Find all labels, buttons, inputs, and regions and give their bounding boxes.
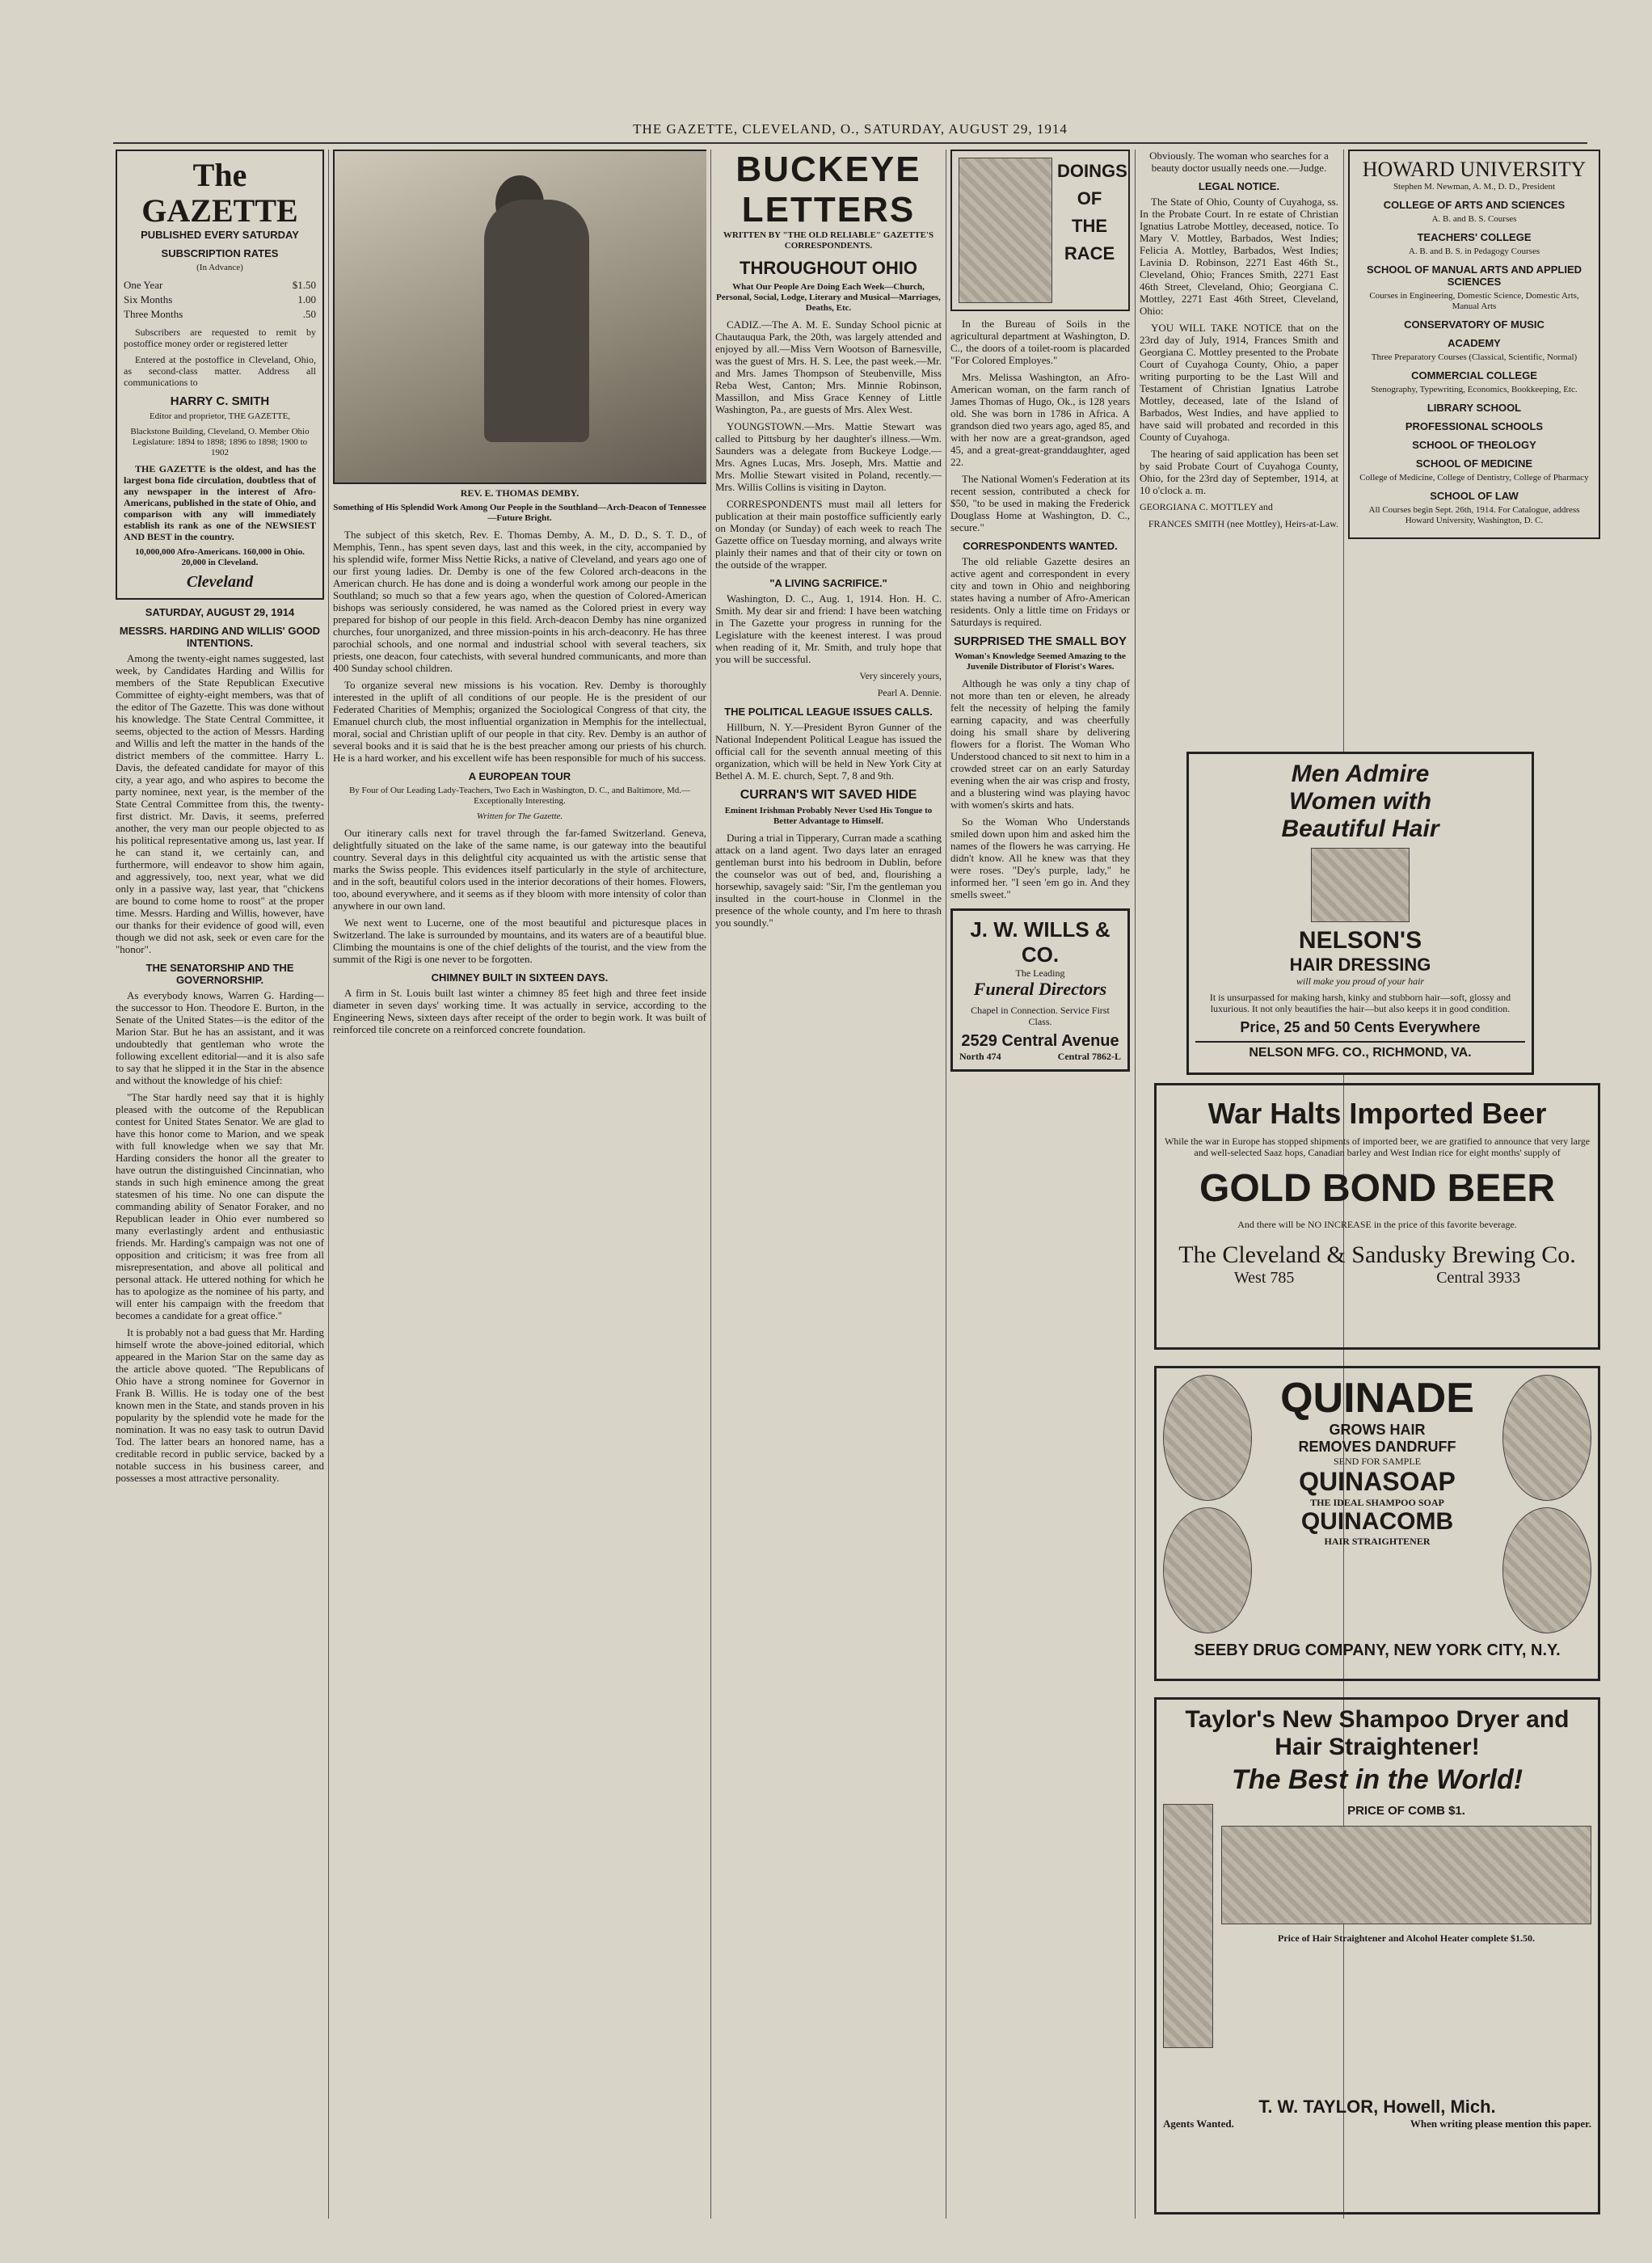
rate-price: .50 <box>302 308 316 320</box>
university-footer: All Courses begin Sept. 26th, 1914. For Catalogue, address Howard University, Washington, D. C. <box>1368 505 1580 525</box>
article-paragraph: The National Women's Federation at its recent session, contributed a check for $50, "to be used in making the Frederick Douglass Home at Washington, D. C., secure." <box>950 473 1130 533</box>
table-row <box>124 278 316 293</box>
taylor-agents: Agents Wanted. <box>1163 2118 1234 2130</box>
rate-label: Six Months <box>124 293 173 306</box>
remit-note: Subscribers are requested to remit by postoffice money order or registered letter <box>124 327 316 349</box>
portrait-illustration <box>1502 1507 1591 1633</box>
wills-phone: Central 7862-L <box>1057 1051 1121 1062</box>
article-paragraph: YOUNGSTOWN.—Mrs. Mattie Stewart was called to Pittsburg by her daughter's illness.—Wm. Saunders was a delegate from Buckeye Lodge.—Mrs. Agnes Lucas, Mrs. Joseph, Mrs. Mattie and Mrs. Mollie Stewart visited in Poland, recently.—Mrs. Willis Collins is visiting in Dayton. <box>715 420 942 493</box>
portrait-illustration <box>1163 1507 1252 1633</box>
university-name: HOWARD UNIVERSITY <box>1362 158 1587 181</box>
headline-small-boy: SURPRISED THE SMALL BOY <box>954 634 1127 648</box>
article-paragraph: CORRESPONDENTS must mail all letters for publication at their main postoffice sufficiently early on Monday (or Sunday) of each week to reach The Gazette office on Tuesday morning, and always write plainly their names and that of their city or town on the outside of the wrapper. <box>715 498 942 571</box>
doings-box <box>950 150 1130 311</box>
legal-paragraph: YOU WILL TAKE NOTICE that on the 23rd day of July, 1914, Frances Smith and Georgiana C. Mottley presented to the Probate Court of Cuyahoga County, Ohio, a paper writing purporting to be the Last Will and Testament of Christian Ignatius Latrobe Mottley, deceased, late of the Island of Barbados, West Indies, and have applied to have said will probated and recorded in this County of Cuyahoga. <box>1140 322 1338 443</box>
throughout-ohio: THROUGHOUT OHIO <box>740 258 917 278</box>
quinade-center <box>1258 1375 1496 1633</box>
nelson-portrait <box>1311 848 1410 922</box>
headline-legal-notice: LEGAL NOTICE. <box>1198 180 1280 192</box>
article-paragraph: As everybody knows, Warren G. Harding—the successor to Hon. Theodore E. Burton, in the Senate of the United States—is the editor of the Marion Star. But he has an assistant, and it was undoubtedly that gentleman who wrote the following excellent editorial—and it is also safe to say that he slipped it in the Star in the absence and without the knowledge of his chief: <box>116 989 324 1086</box>
nelson-mfg: NELSON MFG. CO., RICHMOND, VA. <box>1195 1041 1525 1060</box>
quinade-line: SEND FOR SAMPLE <box>1333 1456 1422 1467</box>
headline-harding-willis: MESSRS. HARDING AND WILLIS' GOOD INTENTIONS. <box>119 625 321 649</box>
cleveland-seal: Cleveland <box>186 573 254 591</box>
comb-illustration <box>1221 1826 1591 1924</box>
quinade-line: REMOVES DANDRUFF <box>1298 1439 1456 1455</box>
headline-chimney: CHIMNEY BUILT IN SIXTEEN DAYS. <box>431 971 609 984</box>
quinade-company: SEEBY DRUG COMPANY, NEW YORK CITY, N.Y. <box>1194 1641 1561 1659</box>
article-paragraph: To organize several new missions is his vocation. Rev. Demby is thoroughly interested in the uplift of all conditions of our people. He is the president of our Federated Charities of Memphis; organized the Sociological Congress of that city, the Emanuel church club, the most influential organization in Memphis for the intellectual, moral, social and Christian uplift of our people in that city. Rev. Demby is an author of several books and it is said that he is the best preacher among our priests of his church. He is a hard worker, and his excellent wife has been responsible for much of his success. <box>333 679 706 764</box>
nelson-product: HAIR DRESSING <box>1289 955 1431 975</box>
legal-signature: GEORGIANA C. MOTTLEY and <box>1140 501 1273 512</box>
column-3 <box>715 150 942 2219</box>
article-paragraph: During a trial in Tipperary, Curran made a scathing attack on a land agent. Two days later an enraged gentleman burst into his bedroom in Dublin, before the counselor was out of bed, and, flourishing a horsewhip, savagely said: "Sir, I'm the gentleman you insulted in the court-house in Clonmel in the presence of the whole county, and I'm here to thrash you soundly." <box>715 832 942 929</box>
subhead-european-tour: By Four of Our Leading Lady-Teachers, Two Each in Washington, D. C., and Baltimore, Md.—Exceptionally Interesting. <box>348 786 691 806</box>
beer-name: GOLD BOND BEER <box>1199 1167 1555 1210</box>
taylor-footer <box>1163 2118 1591 2130</box>
published-line: PUBLISHED EVERY SATURDAY <box>141 229 299 241</box>
rates-table <box>124 278 316 322</box>
wills-address: 2529 Central Avenue <box>961 1032 1119 1050</box>
legal-paragraph: The hearing of said application has been set by said Probate Court of Cuyahoga County, Ohio, for the 23rd day of September, 1914, at 10 o'clock a. m. <box>1140 448 1338 496</box>
article-paragraph: Our itinerary calls next for travel through the far-famed Switzerland. Geneva, delightfully situated on the lake of the same name, is our gateway into the beautiful country. Several days in this delightful city acquainted us with the artistic sense that marks the Swiss people. This evidences itself particularly in the style of architecture, and in the soft, beautiful colors used in the interior decorations of their homes. Flowers, too, abound everywhere, and it seems as if they bloom with more intensity of color than anywhere in our own land. <box>333 827 706 912</box>
university-dept: College of Medicine, College of Dentistry, College of Pharmacy <box>1359 473 1589 483</box>
university-dept: SCHOOL OF MEDICINE <box>1415 457 1533 470</box>
subhead-curran: Eminent Irishman Probably Never Used His Tongue to Better Advantage to Himself. <box>724 806 933 826</box>
buckeye-byline: WRITTEN BY "THE OLD RELIABLE" GAZETTE'S CORRESPONDENTS. <box>723 230 934 251</box>
headline-curran: CURRAN'S WIT SAVED HIDE <box>740 788 917 802</box>
taylor-headline: Taylor's New Shampoo Dryer and Hair Straightener! <box>1185 1706 1570 1760</box>
table-row <box>124 293 316 307</box>
photo-caption: REV. E. THOMAS DEMBY. <box>460 487 579 499</box>
beer-text2: And there will be NO INCREASE in the price of this favorite beverage. <box>1237 1219 1517 1230</box>
university-dept: COLLEGE OF ARTS AND SCIENCES <box>1383 199 1566 211</box>
taylor-right <box>1221 1804 1591 2048</box>
taylor-subhead: The Best in the World! <box>1231 1764 1523 1795</box>
howard-university-ad <box>1348 150 1600 539</box>
wills-funeral-ad <box>950 908 1130 1072</box>
portrait-figure <box>484 200 589 442</box>
portrait-illustration <box>1502 1375 1591 1501</box>
taylor-heater-price: Price of Hair Straightener and Alcohol Heater complete $1.50. <box>1278 1932 1535 1944</box>
quinacomb-name: QUINACOMB <box>1300 1508 1454 1535</box>
subhead-small-boy: Woman's Knowledge Seemed Amazing to the Juvenile Distributor of Florist's Wares. <box>955 651 1126 672</box>
column-4 <box>950 150 1130 2219</box>
article-paragraph: A firm in St. Louis built last winter a chimney 85 feet high and three feet inside diameter in seven days' working time. It was actually in service, according to the Engineering News, sixteen days after receipt of the order to begin work. It was built of reinforced tile concrete on a reinforced concrete foundation. <box>333 987 706 1035</box>
university-dept: COMMERCIAL COLLEGE <box>1411 369 1537 381</box>
quinacomb-desc: HAIR STRAIGHTENER <box>1324 1536 1431 1547</box>
beer-headline: War Halts Imported Beer <box>1207 1097 1547 1130</box>
university-dept: A. B. and B. S. in Pedagogy Courses <box>1408 247 1540 256</box>
written-for: Written for The Gazette. <box>476 811 563 821</box>
rates-sub: (In Advance) <box>196 263 243 272</box>
taylor-mention: When writing please mention this paper. <box>1410 2118 1591 2130</box>
taylor-name: T. W. TAYLOR, Howell, Mich. <box>1258 2097 1496 2117</box>
university-dept: TEACHERS' COLLEGE <box>1417 231 1532 243</box>
cartoon-illustration <box>959 158 1052 303</box>
masthead: The GAZETTE <box>141 157 298 229</box>
beer-text: While the war in Europe has stopped shipments of imported beer, we are gratified to announce that very large and well-selected Saaz hops, Canadian barley and West Indian rice for eight months' supply of <box>1164 1136 1591 1158</box>
column-rule <box>328 150 329 2219</box>
taylor-comb-price: PRICE OF COMB $1. <box>1347 1804 1465 1818</box>
gold-bond-beer-ad <box>1154 1083 1600 1350</box>
university-dept: Three Preparatory Courses (Classical, Scientific, Normal) <box>1371 352 1578 362</box>
quinade-name: QUINADE <box>1280 1375 1474 1422</box>
filler-item: Obviously. The woman who searches for a beauty doctor usually needs one.—Judge. <box>1149 150 1329 174</box>
portrait-photo <box>333 150 706 484</box>
quinasoap-desc: THE IDEAL SHAMPOO SOAP <box>1310 1497 1444 1508</box>
photo-subcaption: Something of His Splendid Work Among Our People in the Southland—Arch-Deacon of Tennessee—Future Bright. <box>333 503 706 523</box>
beer-phones <box>1163 1269 1591 1287</box>
doings-title: DOINGS OF THE RACE <box>1057 161 1127 263</box>
taylor-ad <box>1154 1697 1600 2215</box>
university-dept: SCHOOL OF THEOLOGY <box>1412 439 1536 451</box>
nelson-price: Price, 25 and 50 Cents Everywhere <box>1240 1019 1481 1035</box>
taylor-body <box>1163 1804 1591 2048</box>
rate-price: $1.50 <box>292 279 316 291</box>
wills-chapel: Chapel in Connection. Service First Class. <box>971 1005 1110 1027</box>
nelson-ad <box>1186 752 1534 1075</box>
university-dept: A. B. and B. S. Courses <box>1431 214 1517 224</box>
article-paragraph: Washington, D. C., Aug. 1, 1914. Hon. H. C. Smith. My dear sir and friend: I have been watching in The Gazette your progress in running for the Legislature with the keenest interest. I was proud when reading of it, Mr. Smith, and truly hope that you will be successful. <box>715 592 942 665</box>
article-paragraph: CADIZ.—The A. M. E. Sunday School picnic at Chautauqua Park, the 20th, was largely attended and enjoyed by all.—Miss Vern Wootson of Barnesville, was the guest of Mrs. H. S. Lee, the past week.—Mr. and Mrs. James Thompson of Steubenville, Miss Reba West, Canton; Mrs. Minnie Robinson, Massillon, and Miss Grace Kenney of Little Washington, Pa., are guests of Mrs. Alex West. <box>715 318 942 415</box>
editor-title: Editor and proprietor, THE GAZETTE, <box>149 411 291 421</box>
portrait-illustration <box>1163 1375 1252 1501</box>
article-paragraph: So the Woman Who Understands smiled down upon him and asked him the names of the flowers he was carrying. He didn't know. All he knew was that they were roses. "Dey's purple, lady," he informed her. "I seen 'em go in. And they smells sweet." <box>950 815 1130 900</box>
running-head: THE GAZETTE, CLEVELAND, O., SATURDAY, AUGUST 29, 1914 <box>113 121 1587 144</box>
article-paragraph: "The Star hardly need say that it is highly pleased with the outcome of the Republican contest for United States Senator. We are glad to have this honor come to Marion, and we speak with full knowledge when we say that Mr. Harding considers the honor all the greater to have outrun the distinguished Cincinnatian, who stands in such high eminence among the great statesmen of his time. No one can dispute the commanding ability of Senator Foraker, and no Republican leader in Ohio ever numbered so many everlastingly ardent and enthusiastic friends. Mr. Harding's campaign was not one of opposition and criticism; it was free from all misrepresentation, and above all political and personal attack. He uttered nothing for which he has to apologize as the nominee of his party, and will enter his campaign with the freedom that becomes a candidate for a great office." <box>116 1091 324 1321</box>
university-dept: Courses in Engineering, Domestic Science, Domestic Arts, Manual Arts <box>1369 291 1579 311</box>
legal-paragraph: The State of Ohio, County of Cuyahoga, ss. In the Probate Court. In re estate of Christian Ignatius Latrobe Mottley, deceased, notice. To Mary V. Mottley, Barbados, West Indies; Felicia A. Mottley, Barbados, West Indies; Lavinia D. Robinson, 2271 East 46th St., Cleveland, Ohio; Frances Smith, 2271 East 46th Street, Cleveland, Ohio; Georgiana C. Mottley, 2271 East 46th Street, Cleveland, Ohio: <box>1140 196 1338 317</box>
article-paragraph: Although he was only a tiny chap of not more than ten or eleven, he already felt the necessity of helping the family earning capacity, and was cheerfully doing his small share by delivering flowers for a florist. The Woman Who Understood chanced to sit next to him in a crowded street car on an early Saturday evening when the air was crisp and frosty, and a blustering wind was playing havoc with women's skirts and hats. <box>950 677 1130 811</box>
editor-name: HARRY C. SMITH <box>170 394 270 408</box>
legal-signature: FRANCES SMITH (nee Mottley), Heirs-at-Law. <box>1148 518 1338 529</box>
article-paragraph: In the Bureau of Soils in the agricultural department at Washington, D. C., the doors of a toilet-room is placarded "For Colored Employes." <box>950 318 1130 366</box>
article-paragraph: Mrs. Melissa Washington, an Afro-American woman, on the farm ranch of James Thomas of Hugo, Ok., is 128 years old. She was born in 1786 in Africa. A grandson died two years ago, aged 85, and with her now are a great-grandson, aged 45, and a great-great-granddaughter, aged 22. <box>950 371 1130 468</box>
population-note: 10,000,000 Afro-Americans. 160,000 in Ohio. 20,000 in Cleveland. <box>135 547 305 567</box>
beer-phone: West 785 <box>1233 1269 1295 1287</box>
headline-living-sacrifice: "A LIVING SACRIFICE." <box>769 577 887 589</box>
column-1 <box>116 150 324 2219</box>
university-dept: PROFESSIONAL SCHOOLS <box>1405 420 1544 432</box>
rate-price: 1.00 <box>297 293 316 306</box>
column-rule <box>710 150 711 2219</box>
wills-name: J. W. WILLS & CO. <box>970 917 1110 967</box>
circulation-claim: THE GAZETTE is the oldest, and has the largest bona fide circulation, doubtless that of any newspaper in the interest of Afro-Americans, published in the state of Ohio, and comparison with any will immediately establish its rank as one of the NEWSIEST AND BEST in the country. <box>124 463 316 542</box>
university-dept: SCHOOL OF LAW <box>1430 490 1519 502</box>
article-paragraph: The subject of this sketch, Rev. E. Thomas Demby, A. M., D. D., S. T. D., of Memphis, Tenn., has spent seven days, last and this week, in the city, accompanied by his splendid wife, former Miss Nettie Ricks, a native of Cleveland, and years ago one of our first young ladies. Dr. Demby is one of the few Colored arch-deacons in the American church. He has done and is doing a wonderful work among our people in the Southland; so much so that a few years ago, when the question of Colored-American bishops was seriously considered, he was named as the Colored priest in every way prepared for bishop of our people in this field. Arch-deacon Demby has nine organized churches, four unorganized, and three mission-points in his arch-deaconry. He has three parochial schools, and one normal and industrial school with several teachers, six priests, one deacon, four catechists, with several hundred communicants, and more than 400 Sunday school children. <box>333 529 706 674</box>
entered-note: Entered at the postoffice in Cleveland, Ohio, as second-class matter. Address all communications to <box>124 354 316 388</box>
headline-european-tour: A EUROPEAN TOUR <box>468 770 571 782</box>
nelson-description: It is unsurpassed for making harsh, kinky and stubborn hair—soft, glossy and luxurious. It not only beautifies the hair—but also keeps it in good condition. <box>1209 992 1511 1014</box>
column-6 <box>1348 150 1600 731</box>
article-paragraph: Among the twenty-eight names suggested, last week, by Candidates Harding and Willis for members of the State Republican Executive Committee of eighty-eight members, was that of the editor of The Gazette. This was done without his knowledge. The State Central Committee, it seems, objected to the action of Messrs. Harding and Willis and left the matter in the hands of the district members of the committee. Harry L. Davis, the defeated candidate for mayor of this city, a year ago, and who aspires to become the party nominee, next year, is the member of the State Central Committee from this, the twenty-first district. Mr. Davis, it seems, preferred another, the very man our people objected to as his political representative among us, last year. If he can stand it, we certainly can, and furthermore, will endeavor to show him again, and aggressively, too, next year, what we did only in a passive way, last year, that "chickens are bound to come home to roost" at the proper time. Messrs. Harding and Willis, however, have our thanks for their evidence of good will, even though we did not ask, seek or even care for the "honor". <box>116 652 324 955</box>
headline-political-league: THE POLITICAL LEAGUE ISSUES CALLS. <box>724 706 933 718</box>
quinade-portraits-left <box>1163 1375 1252 1633</box>
article-paragraph: The old reliable Gazette desires an active agent and correspondent in every city and town in Ohio and neighboring states having a number of Afro-American residents. Only a little time on Fridays or Saturdays is required. <box>950 555 1130 628</box>
university-president: Stephen M. Newman, A. M., D. D., President <box>1393 182 1556 192</box>
article-paragraph: It is probably not a bad guess that Mr. Harding himself wrote the above-joined editorial, which appeared in the Marion Star on the same day as the article above quoted. "The Republicans of Ohio have a strong nominee for Governor in Frank B. Willis. He is today one of the best known men in the State, and stands proven in his popularity by the splendid vote he made for the nomination. It was no easy task to outrun David Tod. The latter bears an honored name, has a creditable record in public service, backed by a notable success in his business career, and possesses a most attractive personality. <box>116 1326 324 1484</box>
column-rule <box>1135 150 1136 2219</box>
wills-phones <box>959 1051 1121 1063</box>
article-paragraph: We next went to Lucerne, one of the most beautiful and picturesque places in Switzerland. The lake is surrounded by mountains, and its waters are of a beautiful blue. Climbing the mountains is one of the chief delights of the tourist, and the view from the summit of the Rigi is one never to be forgotten. <box>333 917 706 965</box>
nelson-name: NELSON'S <box>1298 927 1422 954</box>
dateline: SATURDAY, AUGUST 29, 1914 <box>145 606 295 618</box>
editor-address: Blackstone Building, Cleveland, O. Member Ohio Legislature: 1894 to 1898; 1896 to 1898; 1900 to 1902 <box>130 427 310 457</box>
nelson-headline: Men Admire Women with Beautiful Hair <box>1281 761 1439 842</box>
masthead-box <box>116 150 324 600</box>
nelson-tagline: will make you proud of your hair <box>1296 976 1425 987</box>
article-paragraph: Hillburn, N. Y.—President Byron Gunner of the National Independent Political League has issued the official call for the seventh annual meeting of this organization, which will be held in New York City at Bethel A. M. E. church, Sept. 7, 8 and 9th. <box>715 721 942 782</box>
heater-illustration <box>1163 1804 1213 2048</box>
wills-service: Funeral Directors <box>973 979 1107 999</box>
wills-phone: North 474 <box>959 1051 1001 1062</box>
quinade-ad <box>1154 1366 1600 1681</box>
quinade-body <box>1163 1375 1591 1633</box>
university-dept: Stenography, Typewriting, Economics, Bookkeeping, Etc. <box>1371 385 1578 394</box>
buckeye-letters-title: BUCKEYE LETTERS <box>735 150 921 230</box>
quinade-portraits-right <box>1502 1375 1591 1633</box>
rate-label: Three Months <box>124 308 183 320</box>
rate-label: One Year <box>124 279 163 291</box>
university-dept: ACADEMY <box>1448 337 1501 349</box>
signature-name: Pearl A. Dennie. <box>877 687 942 698</box>
quinasoap-name: QUINASOAP <box>1299 1467 1456 1496</box>
headline-senatorship: THE SENATORSHIP AND THE GOVERNORSHIP. <box>145 962 294 986</box>
column-2 <box>333 150 706 2219</box>
university-dept: LIBRARY SCHOOL <box>1427 402 1522 414</box>
wills-leading: The Leading <box>1015 967 1065 979</box>
university-dept: CONSERVATORY OF MUSIC <box>1404 318 1545 331</box>
headline-correspondents: CORRESPONDENTS WANTED. <box>963 540 1118 552</box>
buckeye-deck: What Our People Are Doing Each Week—Church, Personal, Social, Lodge, Literary and Musical—Marriages, Deaths, Etc. <box>716 282 941 313</box>
quinade-line: GROWS HAIR <box>1329 1422 1426 1438</box>
beer-company: The Cleveland & Sandusky Brewing Co. <box>1178 1241 1576 1268</box>
rates-title: SUBSCRIPTION RATES <box>161 247 279 259</box>
signature-line: Very sincerely yours, <box>859 670 942 681</box>
table-row <box>124 307 316 322</box>
university-dept: SCHOOL OF MANUAL ARTS AND APPLIED SCIENCES <box>1366 263 1582 288</box>
beer-phone: Central 3933 <box>1436 1269 1521 1287</box>
